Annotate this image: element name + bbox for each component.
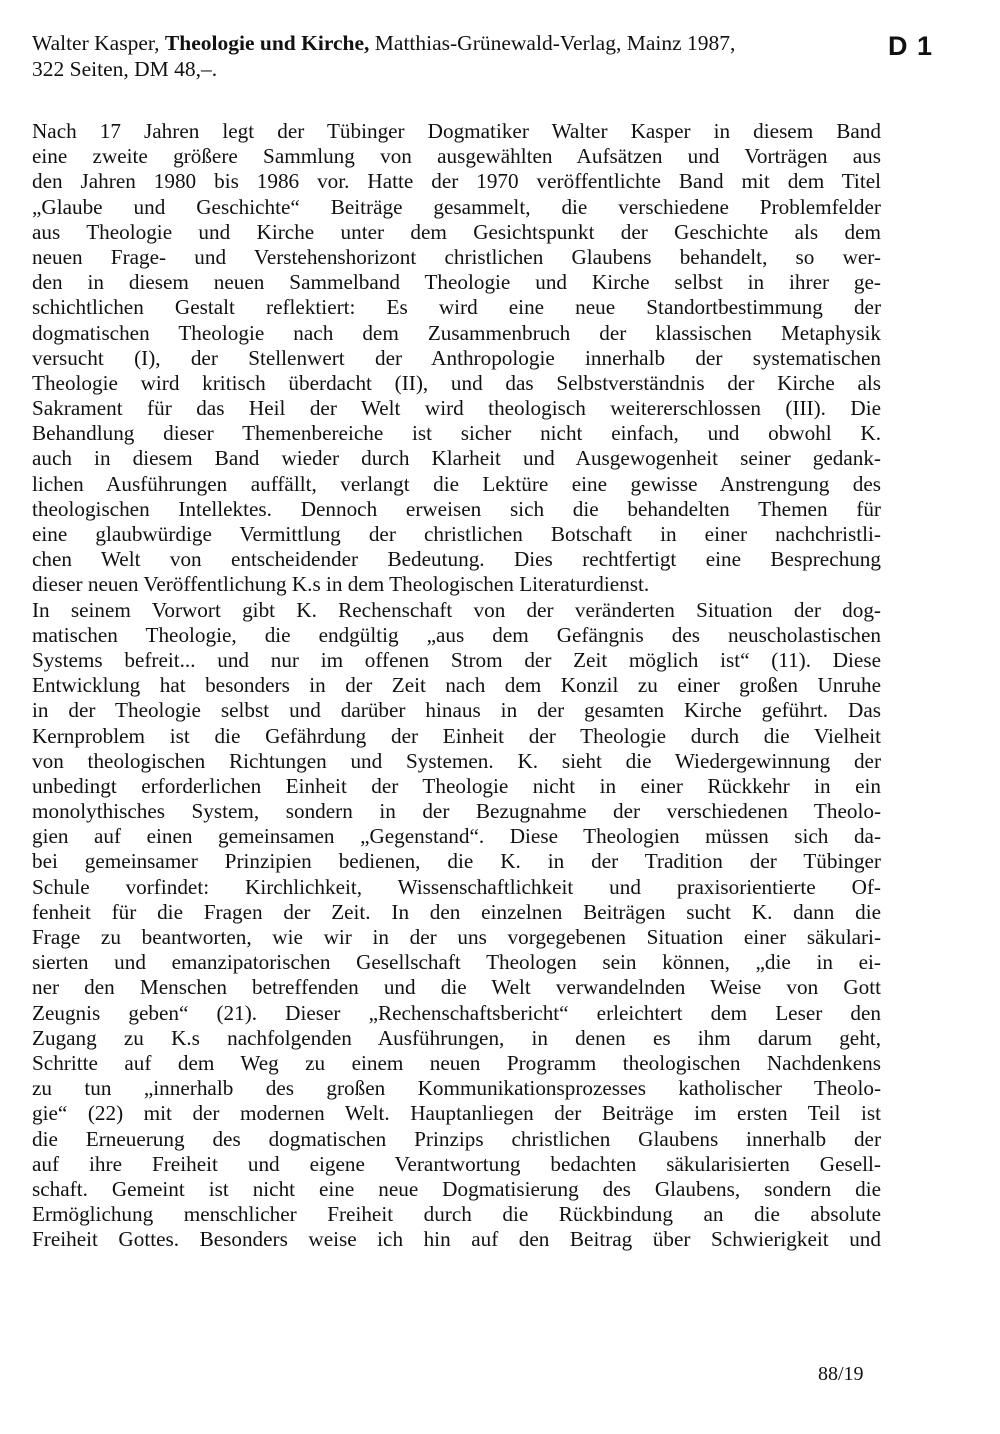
text-line: Frage zu beantworten, wie wir in der uns vorgegebenen Situation einer säkulari- bbox=[32, 925, 881, 949]
book-details: 322 Seiten, DM 48,–. bbox=[32, 57, 218, 81]
text-line: Nach 17 Jahren legt der Tübinger Dogmatiker Walter Kasper in diesem Band bbox=[32, 119, 881, 143]
text-line: Kernproblem ist die Gefährdung der Einheit der Theologie durch die Vielheit bbox=[32, 723, 881, 748]
section-mark: D 1 bbox=[888, 31, 934, 61]
text-line: lichen Ausführungen auffällt, verlangt die Lektüre eine gewisse Anstrengung des bbox=[32, 471, 881, 496]
text-line: theologischen Intellektes. Dennoch erweisen sich die behandelten Themen für bbox=[32, 496, 881, 521]
text-line: matischen Theologie, die endgültig „aus dem Gefängnis des neuscholastischen bbox=[32, 622, 881, 647]
text-line: aus Theologie und Kirche unter dem Gesichtspunkt der Geschichte als dem bbox=[32, 219, 881, 244]
text-line: eine glaubwürdige Vermittlung der christlichen Botschaft in einer nachchristli- bbox=[32, 522, 881, 546]
text-line: den in diesem neuen Sammelband Theologie und Kirche selbst in ihrer ge- bbox=[32, 270, 881, 295]
text-line: den Jahren 1980 bis 1986 vor. Hatte der 1970 veröffentlichte Band mit dem Titel bbox=[32, 169, 881, 194]
text-line: ner den Menschen betreffenden und die Welt verwandelnden Weise von Gott bbox=[32, 975, 881, 1000]
text-line: Schritte auf dem Weg zu einem neuen Programm theologischen Nachdenkens bbox=[32, 1050, 881, 1075]
book-publisher: Matthias-Grünewald-Verlag, Mainz 1987, bbox=[374, 31, 736, 55]
text-line: bei gemeinsamer Prinzipien bedienen, die K. in der Tradition der Tübinger bbox=[32, 849, 881, 874]
text-line: Behandlung dieser Themenbereiche ist sicher nicht einfach, und obwohl K. bbox=[32, 421, 881, 446]
text-line: auf ihre Freiheit und eigene Verantwortung bedachten säkularisierten Gesell- bbox=[32, 1151, 881, 1176]
text-line: Zugang zu K.s nachfolgenden Ausführungen, in denen es ihm darum geht, bbox=[32, 1025, 881, 1050]
text-line: schaft. Gemeint ist nicht eine neue Dogmatisierung des Glaubens, sondern die bbox=[32, 1176, 881, 1201]
text-line: schichtlichen Gestalt reflektiert: Es wird eine neue Standortbestimmung der bbox=[32, 295, 881, 320]
text-line: Entwicklung hat besonders in der Zeit nach dem Konzil zu einer großen Unruhe bbox=[32, 673, 881, 698]
text-line: zu tun „innerhalb des großen Kommunikationsprozesses katholischer Theolo- bbox=[32, 1076, 881, 1101]
text-line: Freiheit Gottes. Besonders weise ich hin auf den Beitrag über Schwierigkeit und bbox=[32, 1227, 881, 1252]
text-line: gien auf einen gemeinsamen „Gegenstand“. Diese Theologien müssen sich da- bbox=[32, 824, 881, 849]
text-line: Theologie wird kritisch überdacht (II), und das Selbstverständnis der Kirche als bbox=[32, 370, 881, 395]
page-number: 88/19 bbox=[818, 1363, 864, 1385]
header-line-1 bbox=[32, 30, 942, 56]
text-line: dogmatischen Theologie nach dem Zusammenbruch der klassischen Metaphysik bbox=[32, 320, 881, 345]
text-line: neuen Frage- und Verstehenshorizont christlichen Glaubens behandelt, so wer- bbox=[32, 244, 881, 269]
text-line: auch in diesem Band wieder durch Klarheit und Ausgewogenheit seiner gedank- bbox=[32, 446, 881, 471]
text-line: die Erneuerung des dogmatischen Prinzips christlichen Glaubens innerhalb der bbox=[32, 1126, 881, 1151]
text-line: versucht (I), der Stellenwert der Anthropologie innerhalb der systematischen bbox=[32, 345, 881, 370]
text-line: unbedingt erforderlichen Einheit der Theologie nicht in einer Rückkehr in ein bbox=[32, 773, 881, 798]
text-line: Ermöglichung menschlicher Freiheit durch die Rückbindung an die absolute bbox=[32, 1202, 881, 1227]
text-line: fenheit für die Fragen der Zeit. In den einzelnen Beiträgen sucht K. dann die bbox=[32, 899, 881, 924]
review-body bbox=[32, 119, 881, 1252]
text-line: „Glaube und Geschichte“ Beiträge gesammelt, die verschiedene Problemfelder bbox=[32, 194, 881, 219]
text-line: in der Theologie selbst und darüber hinaus in der gesamten Kirche geführt. Das bbox=[32, 698, 881, 723]
text-line: eine zweite größere Sammlung von ausgewählten Aufsätzen und Vorträgen aus bbox=[32, 144, 881, 169]
text-line: Sakrament für das Heil der Welt wird theologisch weitererschlossen (III). Die bbox=[32, 396, 881, 421]
bibliographic-header bbox=[32, 30, 942, 82]
text-line: von theologischen Richtungen und Systemen. K. sieht die Wiedergewinnung der bbox=[32, 748, 881, 773]
text-line: dieser neuen Veröffentlichung K.s in dem Theologischen Literaturdienst. bbox=[32, 572, 650, 597]
text-line: monolythisches System, sondern in der Bezugnahme der verschiedenen Theolo- bbox=[32, 799, 881, 824]
text-line: In seinem Vorwort gibt K. Rechenschaft von der veränderten Situation der dog- bbox=[32, 597, 881, 622]
text-line: Schule vorfindet: Kirchlichkeit, Wissenschaftlichkeit und praxisorientierte Of- bbox=[32, 874, 881, 899]
text-line: gie“ (22) mit der modernen Welt. Hauptanliegen der Beiträge im ersten Teil ist bbox=[32, 1101, 881, 1126]
book-title: Theologie und Kirche, bbox=[164, 31, 370, 55]
text-line: sierten und emanzipatorischen Gesellschaft Theologen sein können, „die in ei- bbox=[32, 950, 881, 975]
text-line: Zeugnis geben“ (21). Dieser „Rechenschaftsbericht“ erleichtert dem Leser den bbox=[32, 1000, 881, 1025]
text-line: Systems befreit... und nur im offenen Strom der Zeit möglich ist“ (11). Diese bbox=[32, 647, 881, 672]
book-author: Walter Kasper, bbox=[32, 31, 160, 55]
text-line: chen Welt von entscheidender Bedeutung. Dies rechtfertigt eine Besprechung bbox=[32, 547, 881, 572]
